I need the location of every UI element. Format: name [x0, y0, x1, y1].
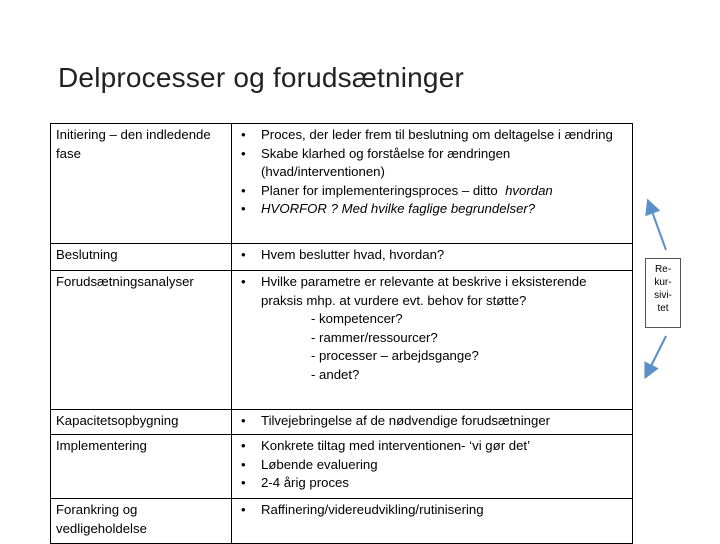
sub-item: - rammer/ressourcer? [311, 329, 438, 345]
phase-cell: Beslutning [51, 244, 232, 271]
phase-cell: Forudsætningsanalyser [51, 271, 232, 410]
process-table [50, 123, 633, 544]
side-label-line: kur- [654, 277, 672, 288]
table-row [51, 271, 633, 410]
table-row [51, 499, 633, 544]
phase-cell: Kapacitetsopbygning [51, 410, 232, 435]
sub-item: - processer – arbejdsgange? [311, 348, 479, 364]
extra-note: (hvad/interventionen) [261, 164, 385, 180]
slide-title: Delprocesser og forudsætninger [58, 62, 464, 93]
side-label-line: Re- [654, 264, 672, 275]
sub-item: - kompetencer? [311, 311, 403, 327]
list-item: • 2-4 årig proces [232, 474, 624, 493]
phase-cell: Forankring og vedligeholdelse [51, 499, 232, 544]
arrow-down-icon [636, 330, 676, 390]
description-cell [232, 244, 633, 271]
description-cell [232, 124, 633, 244]
phase-cell: Initiering – den indledende fase [51, 124, 232, 244]
list-item: • Hvem beslutter hvad, hvordan? [232, 246, 624, 265]
description-cell [232, 271, 633, 410]
phase-cell: Implementering [51, 435, 232, 499]
table-row [51, 410, 633, 435]
list-item: • Konkrete tiltag med interventionen- ‘vi gør det’ [232, 437, 624, 456]
list-item: • Planer for implementeringsproces – ditto hvordan [232, 182, 624, 201]
table-row [51, 435, 633, 499]
list-item: • Proces, der leder frem til beslutning om deltagelse i ændring [232, 126, 624, 145]
list-item: • HVORFOR ? Med hvilke faglige begrundelser? [232, 200, 624, 219]
side-label-line: sivi- [654, 290, 672, 301]
table-row [51, 124, 633, 244]
list-item: • Hvilke parametre er relevante at beskrive i eksisterende praksis mhp. at vurdere evt. behov for støtte? - kompetencer? - rammer/ressourcer? - processer – arbejdsgange? - andet? [232, 273, 624, 385]
list-item: • Raffinering/videreudvikling/rutinisering [232, 501, 624, 520]
description-cell [232, 435, 633, 499]
recursivity-label-box [645, 258, 681, 328]
sub-item: - andet? [311, 366, 360, 382]
arrow-up-icon [638, 196, 678, 256]
description-cell [232, 410, 633, 435]
table-row [51, 244, 633, 271]
list-item: • Tilvejebringelse af de nødvendige forudsætninger [232, 412, 624, 431]
side-label-line: tet [657, 303, 669, 314]
list-item: • Skabe klarhed og forståelse for ændringen (hvad/interventionen) [232, 145, 624, 182]
list-item: • Løbende evaluering [232, 456, 624, 475]
description-cell [232, 499, 633, 544]
